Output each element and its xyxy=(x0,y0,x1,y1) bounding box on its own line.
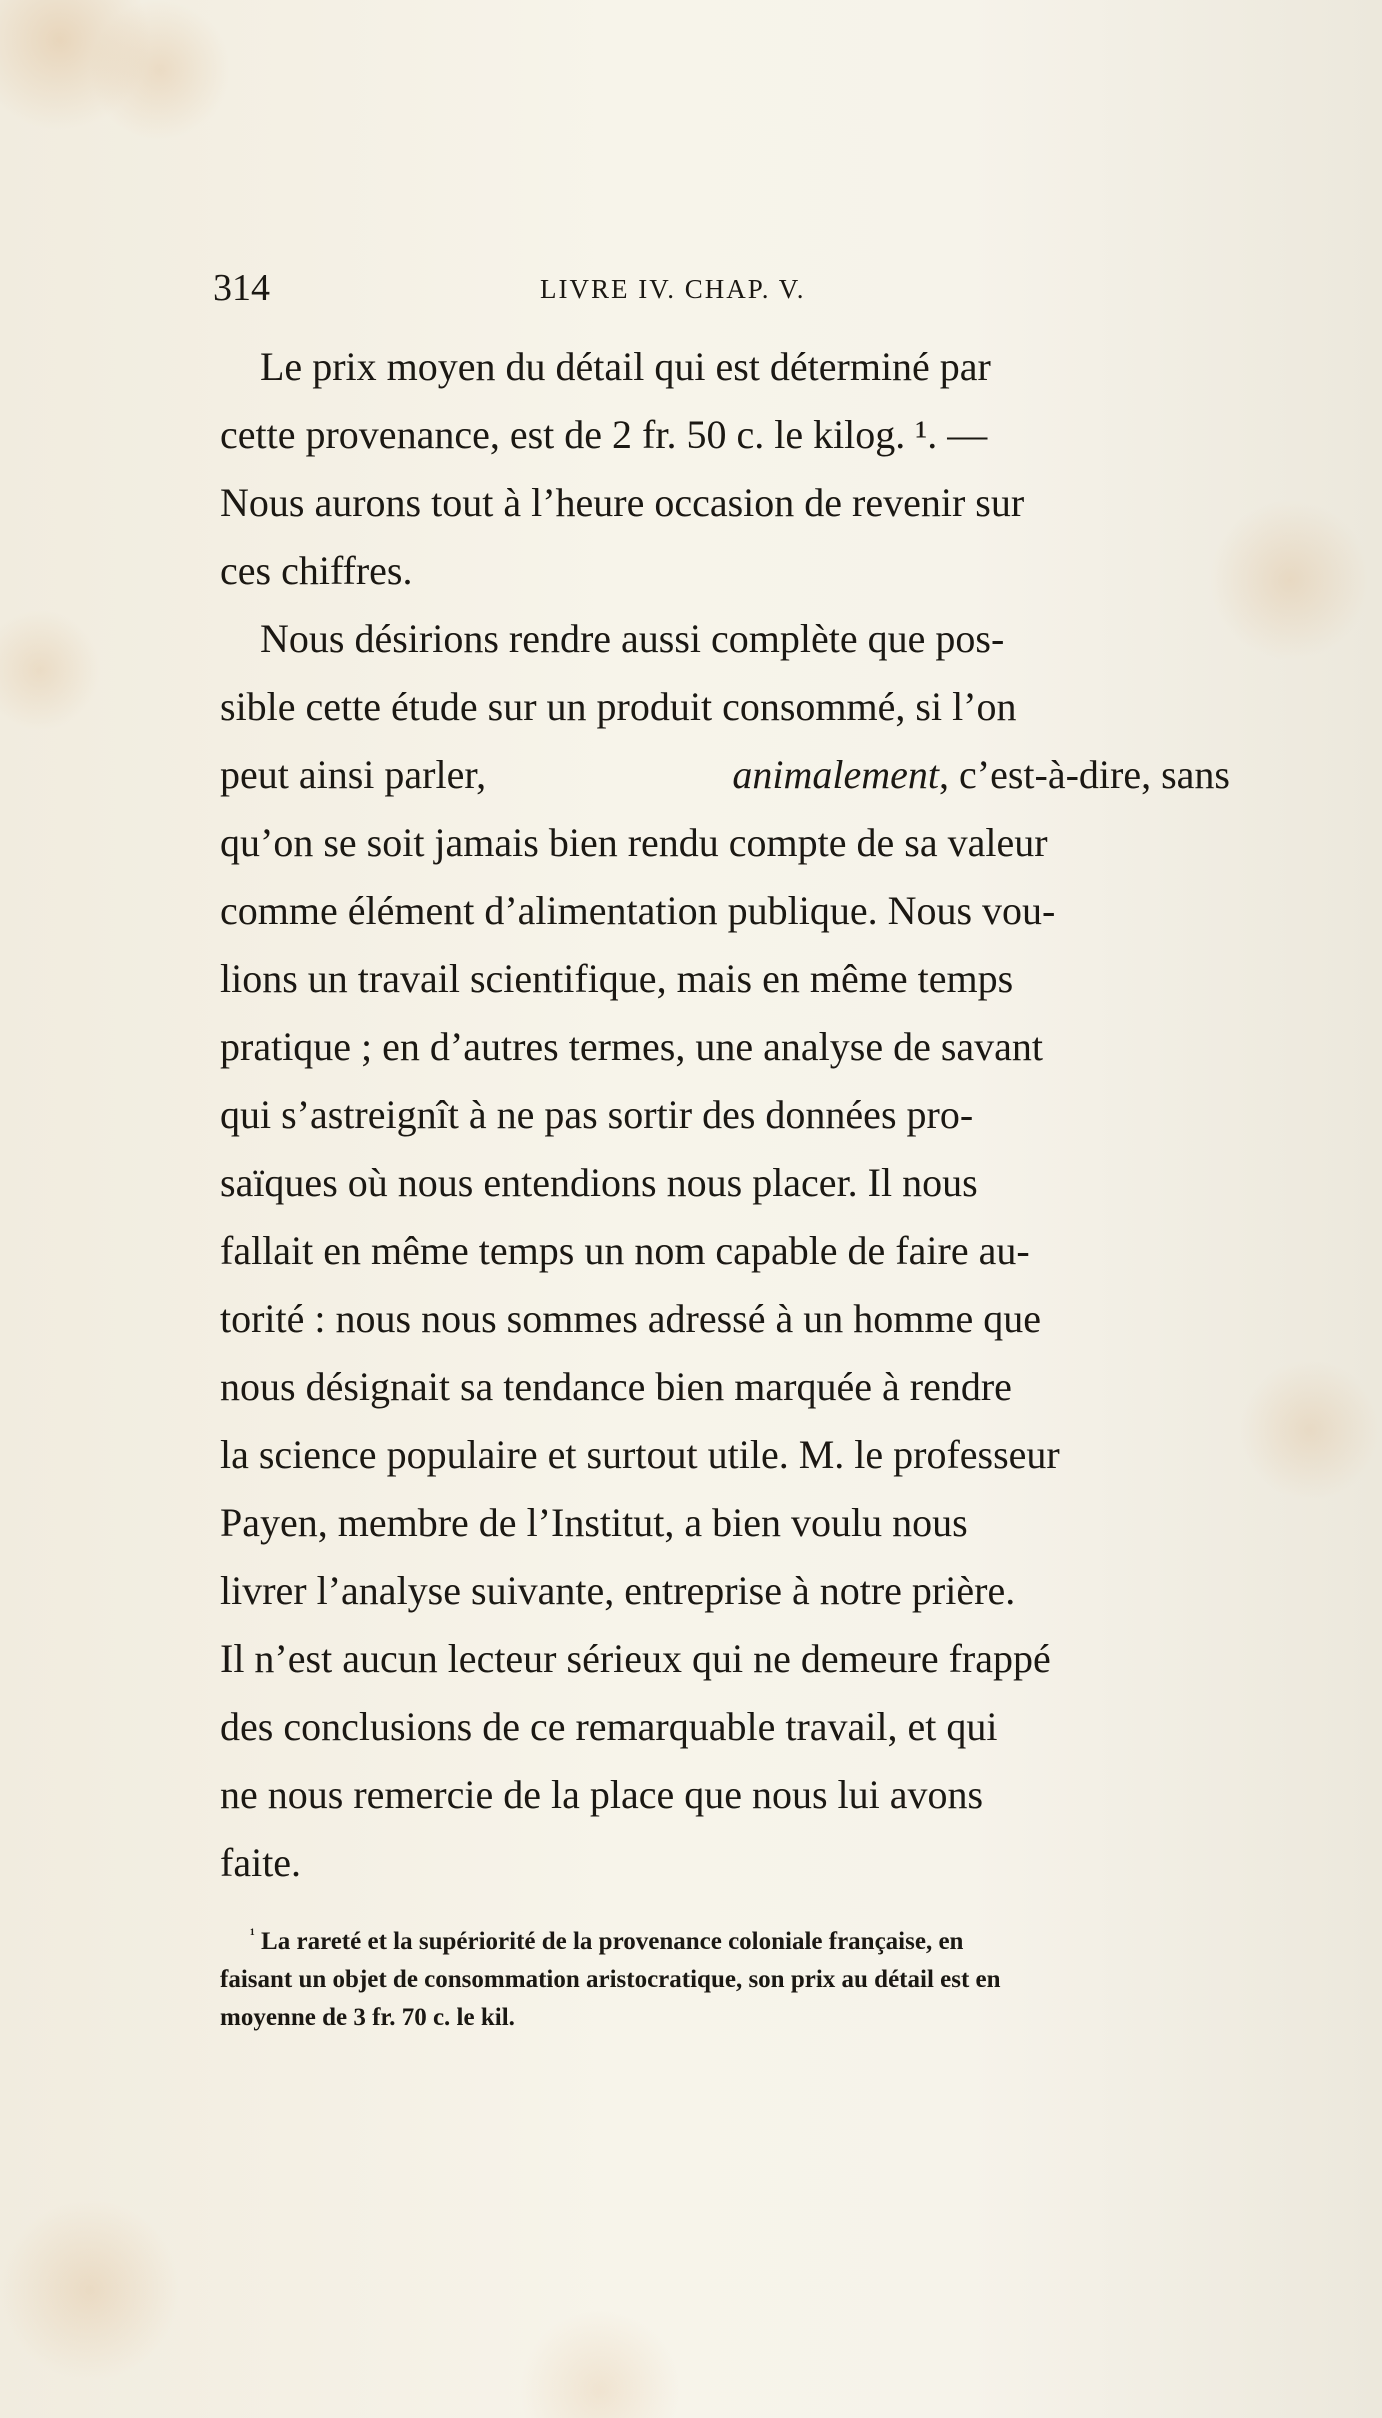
text-line xyxy=(220,1081,1230,1149)
line-text: Le prix moyen du détail qui est déterminé par xyxy=(260,344,991,389)
footnote xyxy=(220,1923,1230,2037)
line-text: saïques où nous entendions nous placer. Il nous xyxy=(220,1160,978,1205)
line-text: Nous désirions rendre aussi complète que pos- xyxy=(260,616,1005,661)
text-line xyxy=(220,605,1230,673)
footnote-line xyxy=(220,1961,1230,1999)
line-text: des conclusions de ce remarquable travail, et qui xyxy=(220,1704,998,1749)
line-text: cette provenance, est de 2 fr. 50 c. le kilog. ¹. — xyxy=(220,412,988,457)
text-line xyxy=(220,673,1230,741)
line-text: faite. xyxy=(220,1840,302,1885)
text-line xyxy=(220,1625,1230,1693)
text-line xyxy=(220,1557,1230,1625)
text-line xyxy=(220,877,1230,945)
page-header xyxy=(213,268,893,308)
text-line xyxy=(220,1217,1230,1285)
text-line xyxy=(220,537,1230,605)
text-line xyxy=(220,1353,1230,1421)
text-line xyxy=(220,1421,1230,1489)
line-text: Il n’est aucun lecteur sérieux qui ne demeure frappé xyxy=(220,1636,1051,1681)
line-text: livrer l’analyse suivante, entreprise à notre prière. xyxy=(220,1568,1016,1613)
text-line xyxy=(220,469,1230,537)
line-text: torité : nous nous sommes adressé à un homme que xyxy=(220,1296,1041,1341)
text-line xyxy=(220,1761,1230,1829)
running-head: LIVRE IV. CHAP. V. xyxy=(540,274,806,304)
line-text: fallait en même temps un nom capable de faire au- xyxy=(220,1228,1030,1273)
text-line xyxy=(220,945,1230,1013)
line-text: lions un travail scientifique, mais en même temps xyxy=(220,956,1014,1001)
line-text: pratique ; en d’autres termes, une analyse de savant xyxy=(220,1024,1044,1069)
line-text: comme élément d’alimentation publique. Nous vou- xyxy=(220,888,1056,933)
footnote-mark: ¹ xyxy=(250,1926,255,1944)
line-text-mixed xyxy=(732,741,1230,809)
line-text: qu’on se soit jamais bien rendu compte de sa valeur xyxy=(220,820,1048,865)
text-line xyxy=(220,1149,1230,1217)
text-line xyxy=(220,741,1230,809)
footnote-line xyxy=(220,1923,1230,1961)
line-text: , c’est-à-dire, sans xyxy=(939,752,1230,797)
text-line xyxy=(220,1829,1230,1897)
text-line xyxy=(220,333,1230,401)
text-line xyxy=(220,1693,1230,1761)
footnote-text: moyenne de 3 fr. 70 c. le kil. xyxy=(220,2004,515,2031)
line-text: sible cette étude sur un produit consommé, si l’on xyxy=(220,684,1017,729)
page-number: 314 xyxy=(213,267,270,309)
footnote-text: faisant un objet de consommation aristocratique, son prix au détail est en xyxy=(220,1966,1001,1993)
line-text: ne nous remercie de la place que nous lui avons xyxy=(220,1772,984,1817)
line-text: peut ainsi parler, xyxy=(220,752,487,797)
line-text: ces chiffres. xyxy=(220,548,413,593)
text-line xyxy=(220,401,1230,469)
footnote-text: La rareté et la supériorité de la provenance coloniale française, en xyxy=(261,1928,964,1955)
text-line xyxy=(220,1285,1230,1353)
line-text: Nous aurons tout à l’heure occasion de revenir sur xyxy=(220,480,1025,525)
line-text: Payen, membre de l’Institut, a bien voulu nous xyxy=(220,1500,968,1545)
line-text: la science populaire et surtout utile. M. le professeur xyxy=(220,1432,1060,1477)
footnote-line-text xyxy=(250,1923,963,1961)
text-line xyxy=(220,1013,1230,1081)
text-line xyxy=(220,809,1230,877)
footnote-line xyxy=(220,1999,1230,2037)
body-text xyxy=(220,333,1230,1897)
line-text: qui s’astreignît à ne pas sortir des données pro- xyxy=(220,1092,974,1137)
line-text: nous désignait sa tendance bien marquée à rendre xyxy=(220,1364,1012,1409)
italic-word: animalement xyxy=(732,752,940,797)
text-line xyxy=(220,1489,1230,1557)
